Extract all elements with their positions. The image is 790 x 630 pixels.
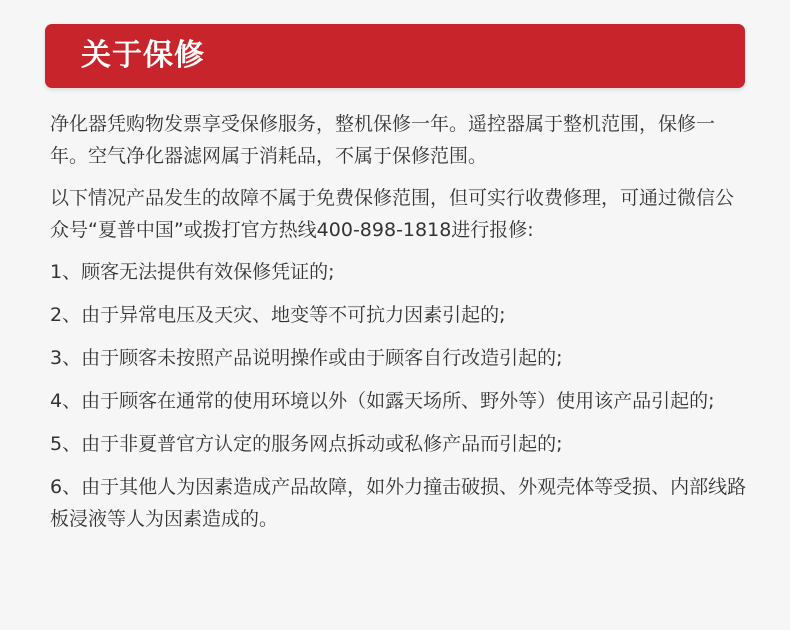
exclusion-item-2: 2、由于异常电压及天灾、地变等不可抗力因素引起的; [50,304,506,326]
warranty-content [50,108,750,546]
section-header [45,24,745,88]
paid-repair-paragraph: 以下情况产品发生的故障不属于免费保修范围，但可实行收费修理，可通过微信公众号“夏普中国”或拨打官方热线400-898-1818进行报修: [50,187,735,241]
exclusion-item-1: 1、顾客无法提供有效保修凭证的; [50,261,335,283]
exclusion-item-4: 4、由于顾客在通常的使用环境以外（如露天场所、野外等）使用该产品引起的; [50,390,715,412]
section-title: 关于保修 [81,38,205,73]
exclusion-item-5: 5、由于非夏普官方认定的服务网点拆动或私修产品而引起的; [50,433,563,455]
warranty-intro-paragraph: 净化器凭购物发票享受保修服务，整机保修一年。遥控器属于整机范围，保修一年。空气净化器滤网属于消耗品，不属于保修范围。 [50,113,716,167]
exclusion-item-6: 6、由于其他人为因素造成产品故障，如外力撞击破损、外观壳体等受损、内部线路板浸液等人为因素造成的。 [50,476,747,530]
exclusion-item-3: 3、由于顾客未按照产品说明操作或由于顾客自行改造引起的; [50,347,563,369]
